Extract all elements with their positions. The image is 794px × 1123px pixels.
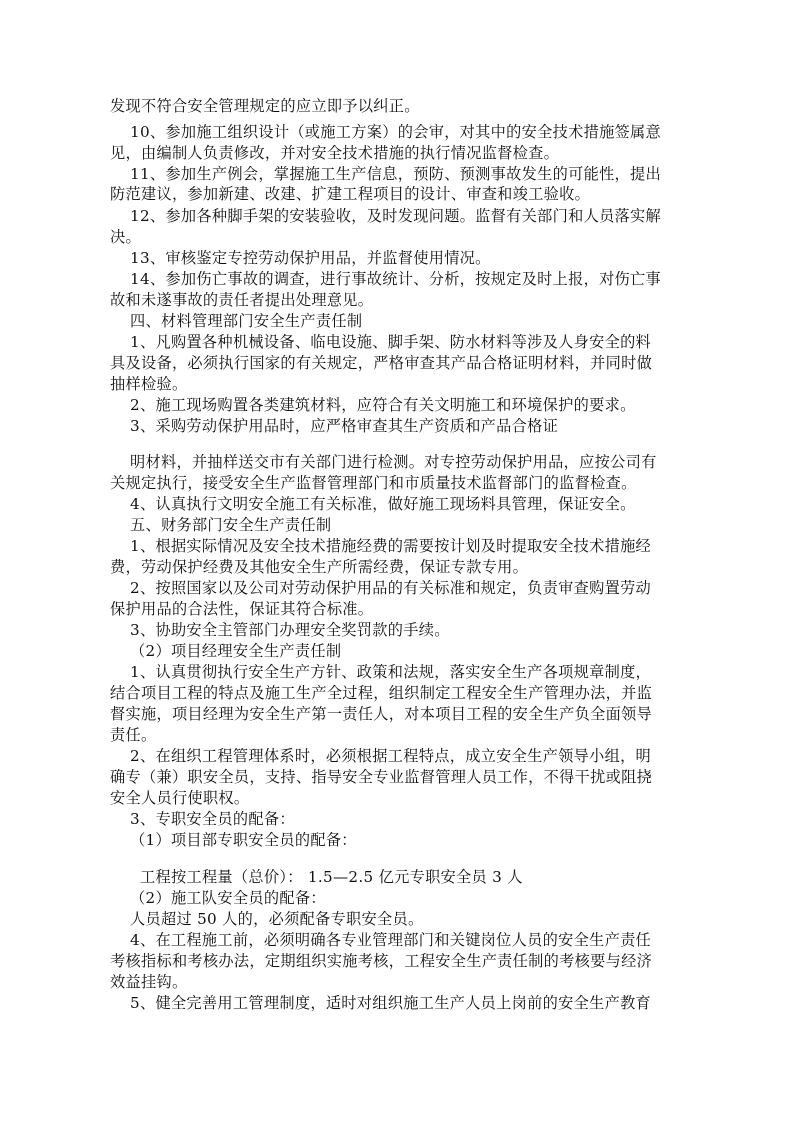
text-line: 3、采购劳动保护用品时，应严格审查其生产资质和产品合格证 <box>130 417 559 435</box>
text-line: 13、审核鉴定专控劳动保护用品，并监督使用情况。 <box>130 249 491 267</box>
text-line: 具及设备，必须执行国家的有关规定，严格审查其产品合格证明材料，并同时做 <box>110 354 653 372</box>
text-line: 3、协助安全主管部门办理安全奖罚款的手续。 <box>130 621 450 639</box>
text-line: 费，劳动保护经费及其他安全生产所需经费，保证专款专用。 <box>110 558 529 576</box>
text-line: 12、参加各种脚手架的安装验收，及时发现问题。监督有关部门和人员落实解 <box>130 207 662 225</box>
section-heading: 五、财务部门安全生产责任制 <box>130 516 332 534</box>
text-line: 1、根据实际情况及安全技术措施经费的需要按计划及时提取安全技术措施经 <box>130 537 652 555</box>
text-line: 抽样检验。 <box>110 375 188 393</box>
text-line: 发现不符合安全管理规定的应立即予以纠正。 <box>110 97 420 115</box>
text-line: 关规定执行，接受安全生产监督管理部门和市质量技术监督部门的监督检查。 <box>110 474 637 492</box>
text-line: 确专（兼）职安全员，支持、指导安全专业监督管理人员工作，不得干扰或阻挠 <box>110 768 653 786</box>
section-heading: 四、材料管理部门安全生产责任制 <box>130 312 363 330</box>
text-line: 见，由编制人负责修改，并对安全技术措施的执行情况监督检查。 <box>110 144 560 162</box>
text-line: 4、认真执行文明安全施工有关标准，做好施工现场料具管理，保证安全。 <box>130 495 636 513</box>
text-line: 安全人员行使职权。 <box>110 789 250 807</box>
text-line: 工程按工程量（总价）： 1.5—2.5 亿元专职安全员 3 人 <box>140 868 523 886</box>
text-line: 人员超过 50 人的，必须配备专职安全员。 <box>130 910 424 928</box>
text-line: 2、在组织工程管理体系时，必须根据工程特点，成立安全生产领导小组，明 <box>130 747 652 765</box>
text-line: 2、按照国家以及公司对劳动保护用品的有关标准和规定，负责审查购置劳动 <box>130 579 652 597</box>
text-line: 责任。 <box>110 726 157 744</box>
text-line: 决。 <box>110 228 141 246</box>
text-line: （2）施工队安全员的配备： <box>130 889 326 907</box>
text-line: 故和未遂事故的责任者提出处理意见。 <box>110 291 374 309</box>
text-line: 1、凡购置各种机械设备、临电设施、脚手架、防水材料等涉及人身安全的料 <box>130 333 652 351</box>
text-line: 督实施，项目经理为安全生产第一责任人，对本项目工程的安全生产负全面领导 <box>110 705 653 723</box>
text-line: 保护用品的合法性，保证其符合标准。 <box>110 600 374 618</box>
text-line: 4、在工程施工前，必须明确各专业管理部门和关键岗位人员的安全生产责任 <box>130 931 652 949</box>
section-heading: （2）项目经理安全生产责任制 <box>130 642 342 660</box>
text-line: 2、施工现场购置各类建筑材料，应符合有关文明施工和环境保护的要求。 <box>130 396 636 414</box>
text-line: 3、专职安全员的配备： <box>130 810 295 828</box>
text-line: 11、参加生产例会，掌握施工生产信息，预防、预测事故发生的可能性，提出 <box>130 165 662 183</box>
text-line: 5、健全完善用工管理制度，适时对组织施工生产人员上岗前的安全生产教育 <box>130 994 652 1012</box>
text-line: （1）项目部专职安全员的配备： <box>130 831 357 849</box>
text-line: 14、参加伤亡事故的调查，进行事故统计、分析，按规定及时上报，对伤亡事 <box>130 270 662 288</box>
text-line: 结合项目工程的特点及施工生产全过程，组织制定工程安全生产管理办法，并监 <box>110 684 653 702</box>
text-line: 防范建议，参加新建、改建、扩建工程项目的设计、审查和竣工验收。 <box>110 185 591 203</box>
text-line: 考核指标和考核办法，定期组织实施考核，工程安全生产责任制的考核要与经济 <box>110 952 653 970</box>
text-line: 10、参加施工组织设计（或施工方案）的会审，对其中的安全技术措施签属意 <box>130 123 662 141</box>
text-line: 明材料，并抽样送交市有关部门进行检测。对专控劳动保护用品，应按公司有 <box>130 453 657 471</box>
text-line: 效益挂钩。 <box>110 973 188 991</box>
text-line: 1、认真贯彻执行安全生产方针、政策和法规，落实安全生产各项规章制度， <box>130 663 652 681</box>
